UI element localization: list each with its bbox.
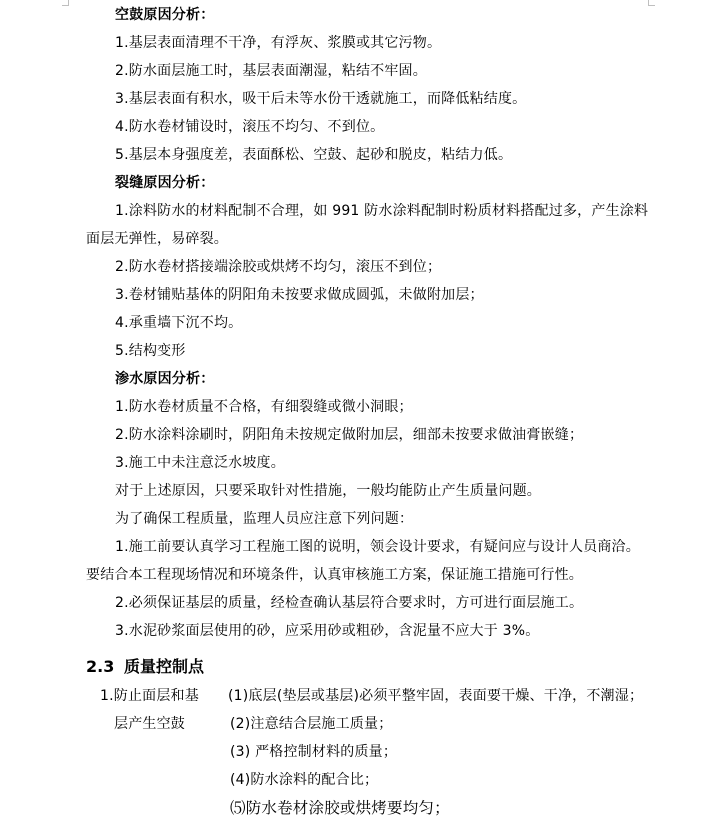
quality-point-3: (3) 严格控制材料的质量； <box>230 744 398 760</box>
summary-item-2: 2.必须保证基层的质量，经检查确认基层符合要求时，方可进行面层施工。 <box>115 595 584 611</box>
margin-mark-left-h <box>62 5 68 6</box>
crack-item-2: 2.防水卷材搭接端涂胶或烘烤不均匀，滚压不到位； <box>115 259 442 275</box>
summary-item-1: 1.施工前要认真学习工程施工图的说明，领会设计要求，有疑问应与设计人员商洽。 <box>115 539 640 555</box>
seep-item-2: 2.防水涂料涂刷时，阴阳角未按规定做附加层，细部未按要求做油膏嵌缝； <box>115 427 584 443</box>
summary-item-1-cont: 要结合本工程现场情况和环境条件，认真审核施工方案，保证施工措施可行性。 <box>86 567 583 583</box>
crack-item-1-cont: 面层无弹性，易碎裂。 <box>86 231 228 247</box>
hollow-item-1: 1.基层表面清理不干净，有浮灰、浆膜或其它污物。 <box>115 35 442 51</box>
hollow-item-4: 4.防水卷材铺设时，滚压不均匀、不到位。 <box>115 119 385 135</box>
margin-mark-right-h <box>649 5 655 6</box>
quality-point-5: ⑸防水卷材涂胶或烘烤要均匀； <box>230 799 450 817</box>
hollow-item-2: 2.防水面层施工时，基层表面潮湿，粘结不牢固。 <box>115 63 427 79</box>
quality-point-2: (2)注意结合层施工质量； <box>230 716 393 732</box>
quality-section-heading <box>86 656 204 678</box>
quality-section-title: 质量控制点 <box>124 657 205 676</box>
seep-item-1: 1.防水卷材质量不合格，有细裂缝或微小洞眼； <box>115 399 413 415</box>
summary-line-2: 为了确保工程质量，监理人员应注意下列问题： <box>115 511 414 527</box>
seep-item-3: 3.施工中未注意泛水坡度。 <box>115 455 285 471</box>
summary-item-3: 3.水泥砂浆面层使用的砂，应采用砂或粗砂，含泥量不应大于 3%。 <box>115 623 540 639</box>
crack-heading: 裂缝原因分析： <box>115 175 215 191</box>
quality-section-number: 2.3 <box>86 657 115 676</box>
crack-item-3: 3.卷材铺贴基体的阴阳角未按要求做成圆弧，未做附加层； <box>115 287 484 303</box>
crack-item-1: 1.涂料防水的材料配制不合理，如 991 防水涂料配制时粉质材料搭配过多，产生涂料 <box>115 203 649 219</box>
crack-item-5: 5.结构变形 <box>115 343 186 359</box>
hollow-item-3: 3.基层表面有积水，吸干后未等水份干透就施工，而降低粘结度。 <box>115 91 527 107</box>
quality-point-1: (1)底层(垫层或基层)必须平整牢固，表面要干燥、干净，不潮湿； <box>228 688 644 704</box>
crack-item-4: 4.承重墙下沉不均。 <box>115 315 243 331</box>
hollow-item-5: 5.基层本身强度差，表面酥松、空鼓、起砂和脱皮，粘结力低。 <box>115 147 513 163</box>
quality-point-4: (4)防水涂料的配合比； <box>230 772 379 788</box>
quality-left-label-1: 1.防止面层和基 <box>100 688 199 704</box>
margin-mark-left <box>68 0 69 6</box>
seep-heading: 渗水原因分析： <box>115 371 215 387</box>
hollow-heading: 空鼓原因分析： <box>115 7 215 23</box>
summary-line-1: 对于上述原因，只要采取针对性措施，一般均能防止产生质量问题。 <box>115 483 541 499</box>
quality-left-label-2: 层产生空鼓 <box>114 716 185 732</box>
